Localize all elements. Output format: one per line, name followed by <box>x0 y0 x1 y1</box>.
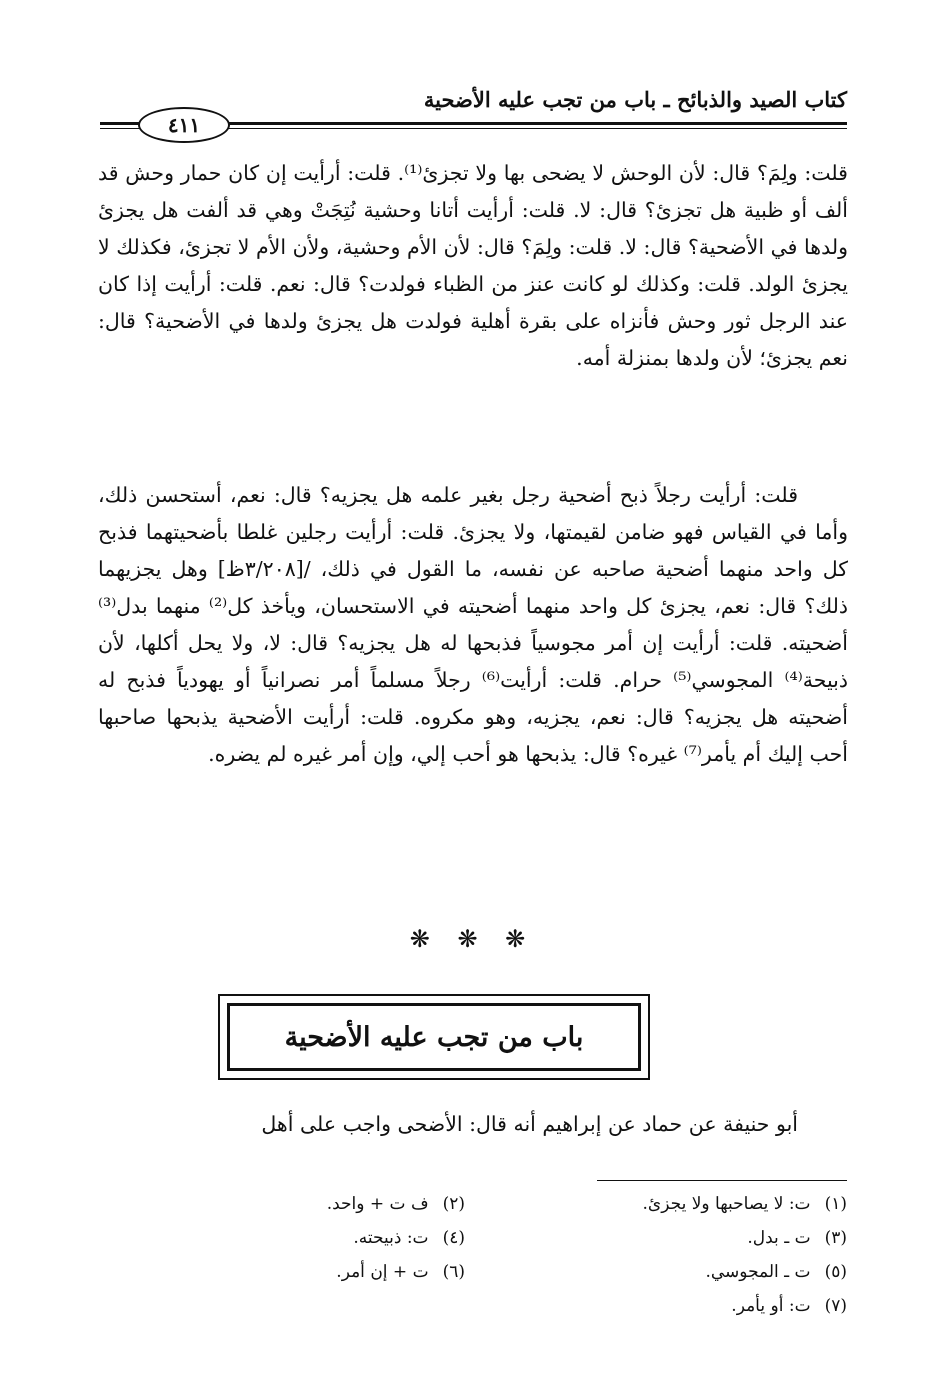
paragraph-1 <box>98 155 848 377</box>
footnote-number: (٣) <box>824 1228 847 1248</box>
footnote-text: ت ـ المجوسي. <box>705 1262 811 1282</box>
footnote-4 <box>353 1226 465 1250</box>
footnote-7 <box>731 1294 847 1318</box>
footnote-5 <box>705 1260 847 1284</box>
paragraph-2 <box>98 477 848 773</box>
page-number: ٤١١ <box>138 107 230 143</box>
footnote-number: (٤) <box>442 1228 465 1248</box>
footnote-6 <box>336 1260 465 1284</box>
footnote-number: (١) <box>824 1194 847 1214</box>
chapter-title-frame <box>218 994 650 1080</box>
footnote-text: ت + إن أمر. <box>336 1262 429 1282</box>
chapter-title: باب من تجب عليه الأضحية <box>227 1003 641 1071</box>
footnote-text: ف ت + واحد. <box>326 1194 429 1214</box>
footnote-text: ت ـ بدل. <box>747 1228 811 1248</box>
footnote-3 <box>747 1226 847 1250</box>
footnote-1 <box>643 1192 847 1216</box>
footnote-text: ت: ذبيحته. <box>353 1228 429 1248</box>
footnote-text: ت: لا يصاحبها ولا يجزئ. <box>642 1194 811 1214</box>
running-title: كتاب الصيد والذبائح ـ باب من تجب عليه الأضحية <box>423 87 847 112</box>
paragraph-3 <box>98 1106 848 1143</box>
footnote-number: (٧) <box>824 1296 847 1316</box>
footnote-text: ت: أو يأمر. <box>731 1296 811 1316</box>
paragraph-3-text: أبو حنيفة عن حماد عن إبراهيم أنه قال: الأضحى واجب على أهل <box>261 1112 798 1136</box>
footnote-number: (٦) <box>442 1262 465 1282</box>
paragraph-1-text: قلت: ولِمَ؟ قال: لأن الوحش لا يضحى بها ولا تجزئ⁽¹⁾. قلت: أرأيت إن كان حمار وحش قد ألف أو ظبية هل تجزئ؟ قال: لا. قلت: أرأيت أتانا وحشية نُتِجَتْ وهي قد ألفت هل يجزئ ولدها في الأضحية؟ قال: لا. قلت: ولِمَ؟ قال: لأن الأم وحشية، ولأن الأم لا تجزئ، فكذلك لا يجزئ الولد. قلت: وكذلك لو كانت عنز من الظباء فولدت؟ قال: نعم. قلت: أرأيت إذا كان عند الرجل ثور وحش فأنزاه على بقرة أهلية فولدت هل يجزئ ولدها في الأضحية؟ قال: نعم يجزئ؛ لأن ولدها بمنزلة أمه. <box>98 161 848 370</box>
paragraph-2-text: قلت: أرأيت رجلاً ذبح أضحية رجل بغير علمه هل يجزيه؟ قال: نعم، أستحسن ذلك، وأما في القياس فهو ضامن لقيمتها، ولا يجزئ. قلت: أرأيت رجلين غلطا بأضحيتهما فذبح كل واحد منهما أضحية صاحبه عن نفسه، ما القول في ذلك، /[٣/٢٠٨ظ] وهل يجزيهما ذلك؟ قال: نعم، يجزئ كل واحد منهما أضحيته في الاستحسان، ويأخذ كل⁽²⁾ منهما بدل⁽³⁾ أضحيته. قلت: أرأيت إن أمر مجوسياً فذبحها له هل يجزيه؟ قال: لا، ولا يحل أكلها، لأن ذبيحة⁽⁴⁾ المجوسي⁽⁵⁾ حرام. قلت: أرأيت⁽⁶⁾ رجلاً مسلماً أمر نصرانياً أو يهودياً فذبح له أضحيته هل يجزيه؟ قال: نعم، يجزيه، وهو مكروه. قلت: أرأيت الأضحية يذبحها صاحبها أحب إليك أم يأمر⁽⁷⁾ غيره؟ قال: يذبحها هو أحب إلي، وإن أمر غيره لم يضره. <box>98 483 848 766</box>
section-separator: ❋ ❋ ❋ <box>409 925 536 953</box>
footnote-number: (٢) <box>442 1194 465 1214</box>
footnote-number: (٥) <box>824 1262 847 1282</box>
footnote-rule <box>597 1180 847 1181</box>
footnote-2 <box>327 1192 465 1216</box>
